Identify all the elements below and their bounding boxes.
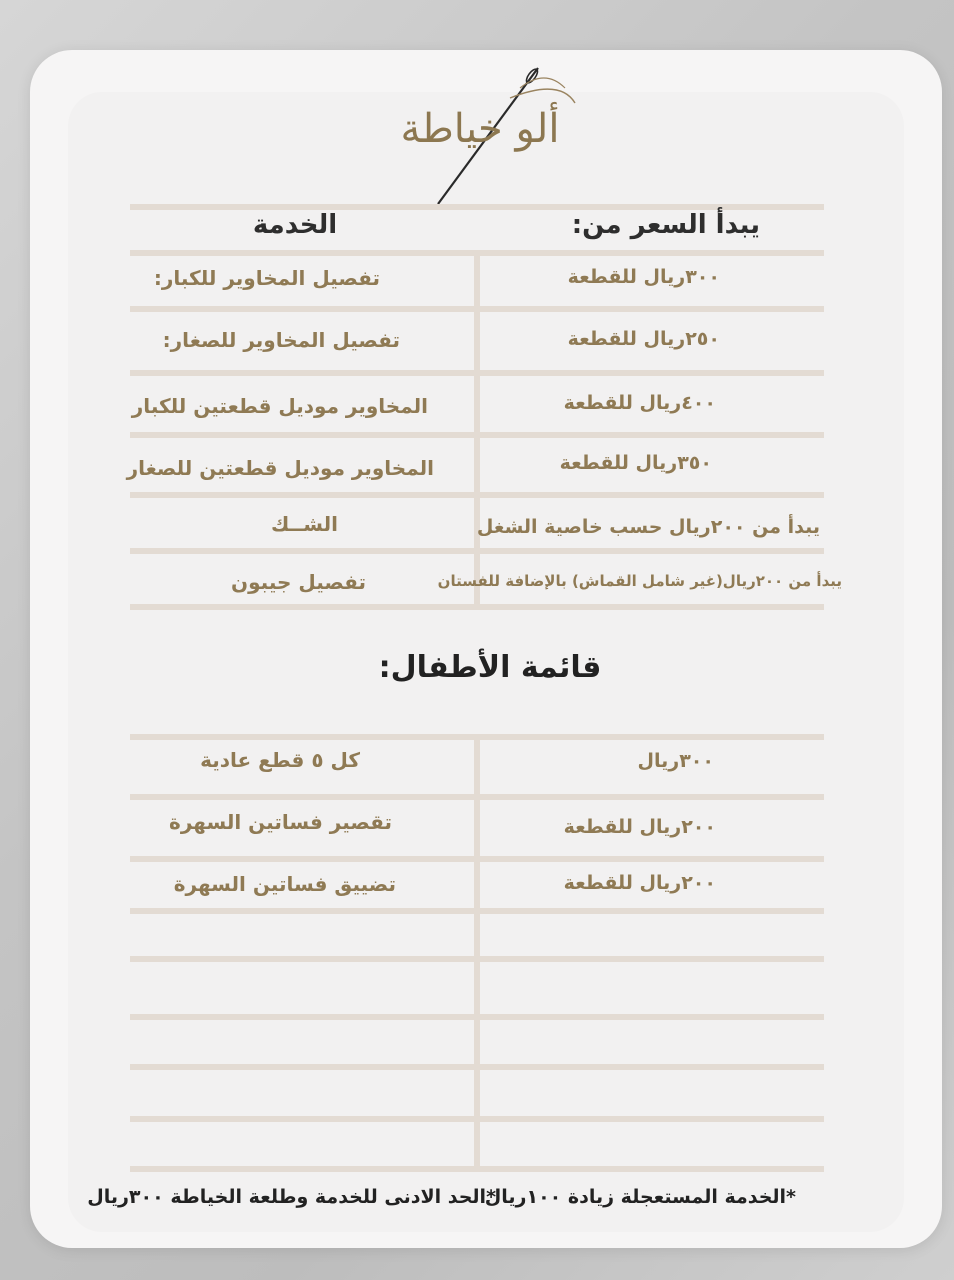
price-cell: يبدأ من ٢٠٠ريال حسب خاصية الشغل bbox=[476, 516, 820, 538]
price-cell: يبدأ من ٢٠٠ريال(غير شامل القماش) بالإضافة للفستان bbox=[437, 572, 842, 590]
table-rule bbox=[130, 856, 824, 862]
table-rule bbox=[130, 604, 824, 610]
service-cell: تفصيل المخاوير للصغار: bbox=[162, 328, 400, 352]
price-cell: ٣٥٠ريال للقطعة bbox=[559, 452, 712, 474]
table-rule bbox=[130, 794, 824, 800]
column-divider bbox=[474, 740, 480, 1170]
minimum-charge-note: *الحد الادنى للخدمة وطلعة الخياطة ٣٠٠ريال bbox=[87, 1186, 496, 1208]
kids-section-title: قائمة الأطفال: bbox=[378, 650, 602, 685]
brand-logo bbox=[360, 58, 600, 208]
table-rule bbox=[130, 306, 824, 312]
table-rule bbox=[130, 908, 824, 914]
table-rule bbox=[130, 956, 824, 962]
service-cell: المخاوير موديل قطعتين للصغار bbox=[126, 456, 434, 480]
service-cell: المخاوير موديل قطعتين للكبار bbox=[131, 394, 428, 418]
kids-service-cell: كل ٥ قطع عادية bbox=[200, 748, 360, 772]
table-rule bbox=[130, 370, 824, 376]
price-column-header: يبدأ السعر من: bbox=[571, 210, 760, 240]
price-cell: ٣٠٠ريال للقطعة bbox=[567, 266, 720, 288]
table-rule bbox=[130, 1166, 824, 1172]
table-rule bbox=[130, 492, 824, 498]
kids-price-cell: ٣٠٠ريال bbox=[637, 750, 714, 772]
service-cell: تفصيل المخاوير للكبار: bbox=[153, 266, 380, 290]
kids-service-cell: تضييق فساتين السهرة bbox=[173, 872, 396, 896]
table-rule bbox=[130, 432, 824, 438]
table-rule bbox=[130, 1064, 824, 1070]
kids-price-cell: ٢٠٠ريال للقطعة bbox=[563, 872, 716, 894]
service-column-header: الخدمة bbox=[252, 210, 338, 240]
brand-name: ألو خياطة bbox=[400, 106, 560, 152]
kids-service-cell: تقصير فساتين السهرة bbox=[169, 810, 392, 834]
service-cell: الشــك bbox=[270, 512, 338, 536]
service-cell: تفصيل جيبون bbox=[231, 570, 366, 594]
price-cell: ٢٥٠ريال للقطعة bbox=[567, 328, 720, 350]
table-rule bbox=[130, 1014, 824, 1020]
urgent-service-note: *الخدمة المستعجلة زيادة ١٠٠ريال bbox=[484, 1186, 796, 1208]
table-rule bbox=[130, 548, 824, 554]
table-rule bbox=[130, 1116, 824, 1122]
kids-price-cell: ٢٠٠ريال للقطعة bbox=[563, 816, 716, 838]
price-cell: ٤٠٠ريال للقطعة bbox=[563, 392, 716, 414]
